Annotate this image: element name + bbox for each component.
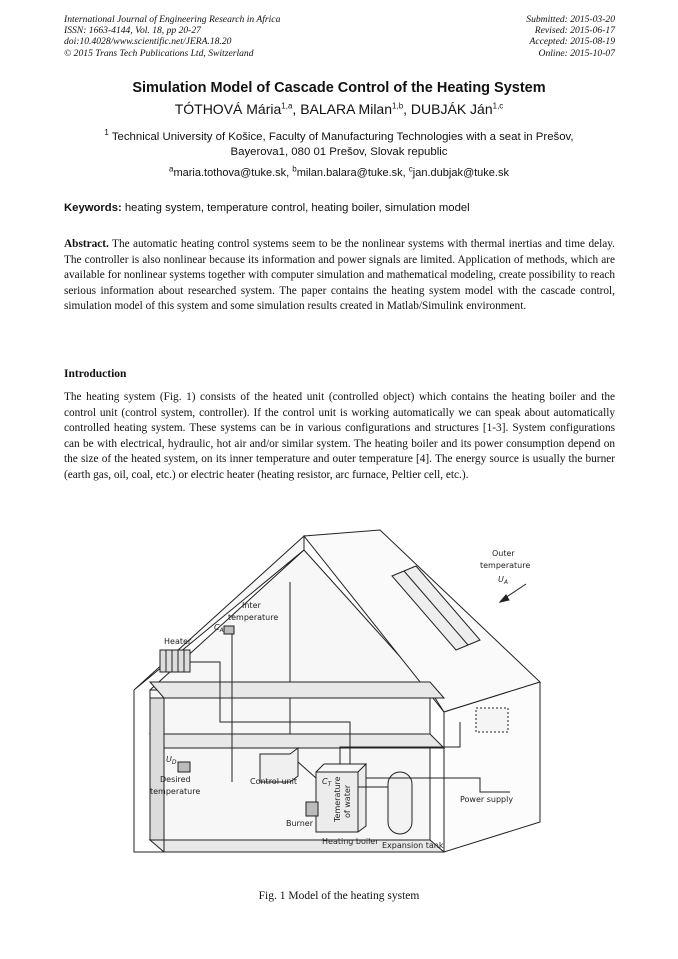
label-inter-temperature-2: temperature (228, 613, 279, 622)
date-accepted: Accepted: 2015-08-19 (529, 36, 615, 48)
section-heading-introduction: Introduction (64, 368, 127, 380)
journal-doi: doi:10.4028/www.scientific.net/JERA.18.20 (64, 36, 232, 48)
keywords (64, 202, 624, 214)
outdoor-unit (476, 708, 508, 732)
introduction-paragraph: The heating system (Fig. 1) consists of the heated unit (controlled object) which contains the heating boiler and the control unit (control system, controller). If the control unit is working automatically we can speak about automatically controlled heating system. These systems can be in various configurations and structures [1-3]. System configurations can be with electrical, hydraulic, hot air and/or similar system. The heating boiler and its power consumption depend on the size of the heated system, on its inner temperature and outer temperature [4]. The energy source is usually the burner (earth gas, oil, coal, etc.) or electric heater (heating resistor, arc furnace, Peltier cell, etc.). (64, 391, 615, 481)
keywords-label: Keywords: (64, 202, 122, 214)
paper-title: Simulation Model of Cascade Control of the Heating System (132, 80, 546, 96)
date-revised: Revised: 2015-06-17 (534, 25, 615, 37)
heater-radiator (160, 650, 190, 672)
label-expansion-tank: Expansion tank (382, 841, 444, 850)
email-sup: c (408, 164, 413, 174)
label-heater: Heater (164, 637, 192, 646)
author-name: DUBJÁK Ján (410, 101, 493, 117)
dates-header (526, 14, 615, 59)
label-burner: Burner (286, 819, 313, 828)
affiliation (70, 130, 608, 159)
expansion-tank (388, 772, 412, 834)
affiliation-sup: 1 (104, 128, 109, 138)
author-sep: , (403, 101, 411, 117)
label-water-temp-2: of water (343, 784, 352, 818)
ground-floor-slab (150, 734, 444, 748)
abstract-label: Abstract. (64, 238, 109, 250)
author-sup: 1,a (281, 101, 293, 111)
email-link[interactable]: jan.dubjak@tuke.sk (412, 167, 509, 179)
label-ud: $U_D$ (166, 755, 177, 766)
label-ct: $C_T$ (322, 777, 332, 788)
label-ua: $U_A$ (498, 575, 508, 586)
email-link[interactable]: milan.balara@tuke.sk (296, 167, 403, 179)
email-sep: , (286, 167, 293, 179)
first-floor-slab (150, 682, 444, 698)
date-submitted: Submitted: 2015-03-20 (526, 14, 615, 25)
inner-temp-sensor (224, 626, 234, 634)
author-sup: 1,c (492, 101, 504, 111)
label-ca: $C_A$ (214, 623, 224, 634)
author-name: TÓTHOVÁ Mária (174, 101, 282, 117)
label-outer-temperature-1: Outer (492, 549, 515, 558)
label-outer-temperature-2: temperature (480, 561, 531, 570)
date-online: Online: 2015-10-07 (538, 47, 615, 59)
journal-header (64, 14, 280, 59)
author-list (40, 101, 638, 117)
affiliation-line-2: Bayerova1, 080 01 Prešov, Slovak republic (230, 145, 448, 158)
figure-caption: Fig. 1 Model of the heating system (258, 890, 420, 902)
email-list (40, 164, 638, 179)
email-sup: a (169, 164, 174, 174)
email-sep: , (402, 167, 409, 179)
email-sup: b (292, 164, 297, 174)
label-desired-temperature-2: temperature (150, 787, 201, 796)
abstract-text: The automatic heating control systems seem to be the nonlinear systems with thermal inertias and time delay. The controller is also nonlinear because its information and power signals are limited. Application of methods, which are available for nonlinear systems together with computer simulation and mathematical modeling, create possibility to reach serious information about researched system. The paper contains the heating system model with the cascade control, simulation model of this system and some simulation results created in Matlab/Simulink environment. (64, 238, 615, 313)
burner (306, 802, 318, 816)
label-desired-temperature-1: Desired (160, 775, 191, 784)
journal-issn: ISSN: 1663-4144, Vol. 18, pp 20-27 (64, 25, 201, 37)
label-inter-temperature-1: Inter (242, 601, 261, 610)
author-sep: , (292, 101, 301, 117)
journal-name: International Journal of Engineering Research in Africa (64, 14, 281, 25)
desired-temp-device (178, 762, 190, 772)
author-name: BALARA Milan (300, 101, 393, 117)
author-sup: 1,b (392, 101, 404, 111)
label-water-temp-1: Temerature (333, 776, 342, 822)
email-link[interactable]: maria.tothova@tuke.sk (173, 167, 287, 179)
journal-copyright: © 2015 Trans Tech Publications Ltd, Switzerland (64, 47, 254, 59)
label-power-supply: Power supply (460, 795, 514, 804)
label-heating-boiler: Heating boiler (322, 837, 379, 846)
abstract (64, 237, 615, 315)
label-control-unit: Control unit (250, 777, 297, 786)
figure-heating-system (120, 522, 560, 880)
keywords-text: heating system, temperature control, heating boiler, simulation model (121, 202, 470, 214)
affiliation-line-1: Technical University of Košice, Faculty of Manufacturing Technologies with a seat in Prešov, (108, 131, 574, 143)
